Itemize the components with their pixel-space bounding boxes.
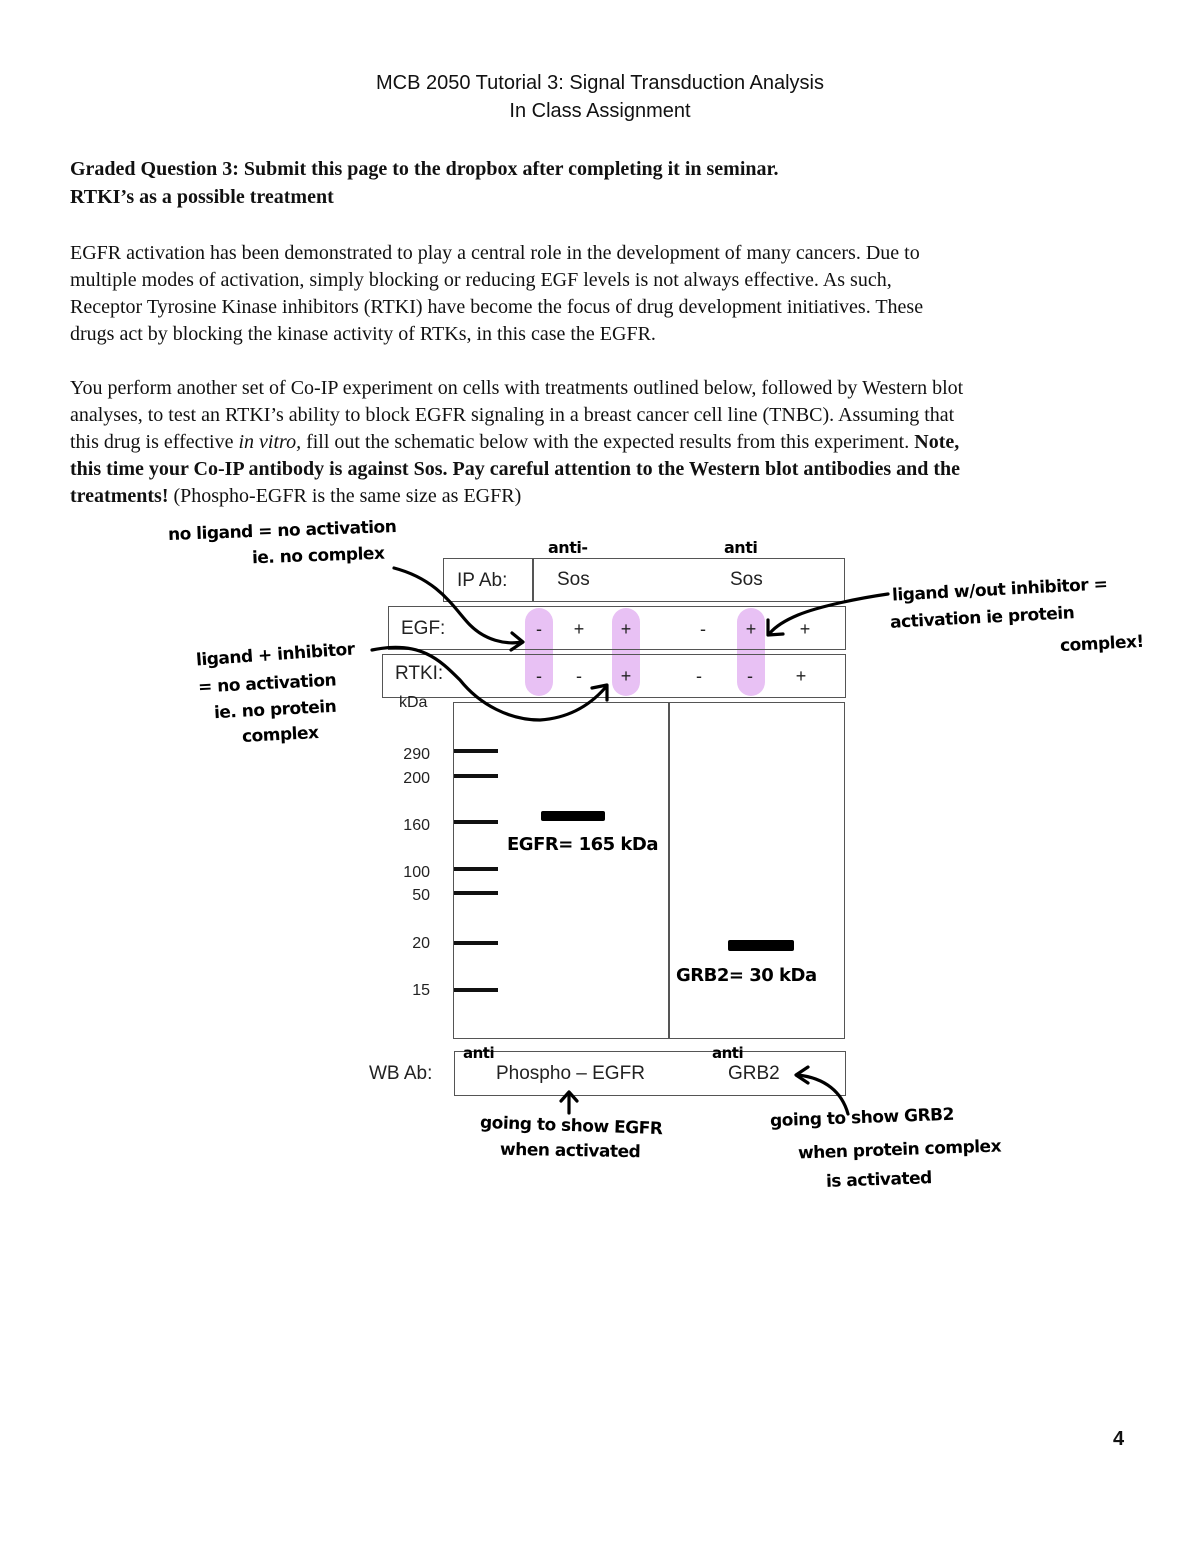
rtki-sign: - (747, 666, 753, 686)
kda-marker: 290 (403, 746, 430, 763)
handwritten-ligand-inhibitor-1: ligand + inhibitor (195, 639, 356, 671)
handwritten-ligand-inhibitor-2: = no activation (197, 670, 337, 698)
kda-marker: 15 (412, 982, 430, 999)
kda-label: kDa (399, 694, 428, 711)
text-italic: in vitro, (238, 431, 302, 453)
handwritten-ligand-inhibitor-4: complex (241, 723, 319, 747)
rtki-sign: + (795, 666, 807, 686)
rtki-label: RTKI: (395, 663, 444, 684)
handwritten-show-egfr-2: when activated (499, 1139, 641, 1163)
kda-marker: 100 (403, 864, 430, 881)
handwritten-no-ligand-2: ie. no complex (251, 543, 385, 569)
text-bold: treatments! (70, 485, 169, 507)
paragraph-1-line: Receptor Tyrosine Kinase inhibitors (RTKI) have become the focus of drug development initiatives. These (70, 296, 924, 318)
handwritten-ligand-inhibitor-3: ie. no protein (213, 696, 337, 724)
text-bold: this time your Co-IP antibody is against Sos. Pay careful attention to the Western blot antibodies and the (70, 458, 961, 480)
handwritten-show-grb2-3: is activated (825, 1168, 933, 1192)
rtki-sign: - (696, 666, 702, 686)
handwritten-grb2-size: GRB2= 30 kDa (676, 965, 817, 986)
ip-ab-label: IP Ab: (457, 570, 508, 591)
text-run: this drug is effective (70, 431, 239, 453)
wb-ab-label: WB Ab: (369, 1063, 433, 1084)
text-run: (Phospho-EGFR is the same size as EGFR) (168, 485, 522, 507)
egf-label: EGF: (401, 618, 446, 639)
question-subheading: RTKI’s as a possible treatment (70, 186, 334, 208)
rtki-sign: - (576, 666, 582, 686)
handwritten-show-grb2-1: going to show GRB2 (769, 1104, 955, 1132)
handwritten-ligand-without-inhibitor-3: complex! (1059, 631, 1145, 657)
rtki-sign: - (536, 666, 542, 686)
handwritten-anti-top-left: anti- (548, 538, 588, 557)
paragraph-1-line: EGFR activation has been demonstrated to play a central role in the development of many cancers. Due to (70, 242, 920, 264)
ip-ab-left: Sos (557, 569, 590, 590)
arrow-ligand-inhibitor (372, 647, 605, 720)
egf-sign: + (745, 619, 757, 639)
paragraph-1-line: drugs act by blocking the kinase activity of RTKs, in this case the EGFR. (70, 323, 656, 345)
egf-sign: - (536, 619, 542, 639)
kda-marker: 160 (403, 817, 430, 834)
paragraph-2-line: You perform another set of Co-IP experiment on cells with treatments outlined below, followed by Western blot (70, 377, 964, 399)
egf-sign: + (799, 619, 811, 639)
text-bold: Note, (914, 431, 960, 453)
handwritten-anti-wb-right: anti (712, 1044, 744, 1062)
handwritten-show-egfr-1: going to show EGFR (479, 1112, 663, 1140)
handwritten-ligand-without-inhibitor-2: activation ie protein (889, 603, 1075, 633)
paragraph-1-line: multiple modes of activation, simply blocking or reducing EGF levels is not always effective. As such, (70, 269, 892, 291)
handwritten-no-ligand-1: no ligand = no activation (167, 517, 397, 545)
text-run: fill out the schematic below with the expected results from this experiment. (301, 431, 915, 453)
page-subtitle: In Class Assignment (509, 100, 691, 122)
page-title: MCB 2050 Tutorial 3: Signal Transduction Analysis (375, 72, 825, 94)
wb-ab-right: GRB2 (728, 1063, 780, 1084)
arrow-ligand-without-inhibitor (770, 594, 888, 633)
egf-sign: + (573, 619, 585, 639)
paragraph-2-line: analyses, to test an RTKI’s ability to block EGFR signaling in a breast cancer cell line (TNBC). Assuming that (70, 404, 955, 426)
wb-ab-left: Phospho – EGFR (496, 1063, 645, 1084)
kda-marker: 20 (412, 935, 430, 952)
arrow-no-ligand (394, 568, 522, 643)
handwritten-anti-wb-left: anti (463, 1044, 495, 1062)
kda-marker: 50 (412, 887, 430, 904)
egf-sign: - (700, 619, 706, 639)
handwritten-ligand-without-inhibitor-1: ligand w/out inhibitor = (891, 574, 1108, 606)
handwritten-anti-top-right: anti (724, 538, 758, 557)
egf-sign: + (620, 619, 632, 639)
question-heading: Graded Question 3: Submit this page to the dropbox after completing it in seminar. (70, 158, 779, 180)
kda-marker: 200 (403, 770, 430, 787)
handwritten-egfr-size: EGFR= 165 kDa (507, 834, 658, 855)
handwritten-show-grb2-2: when protein complex (797, 1136, 1002, 1164)
ip-ab-right: Sos (730, 569, 763, 590)
rtki-sign: + (620, 666, 632, 686)
page-number: 4 (1113, 1428, 1125, 1450)
